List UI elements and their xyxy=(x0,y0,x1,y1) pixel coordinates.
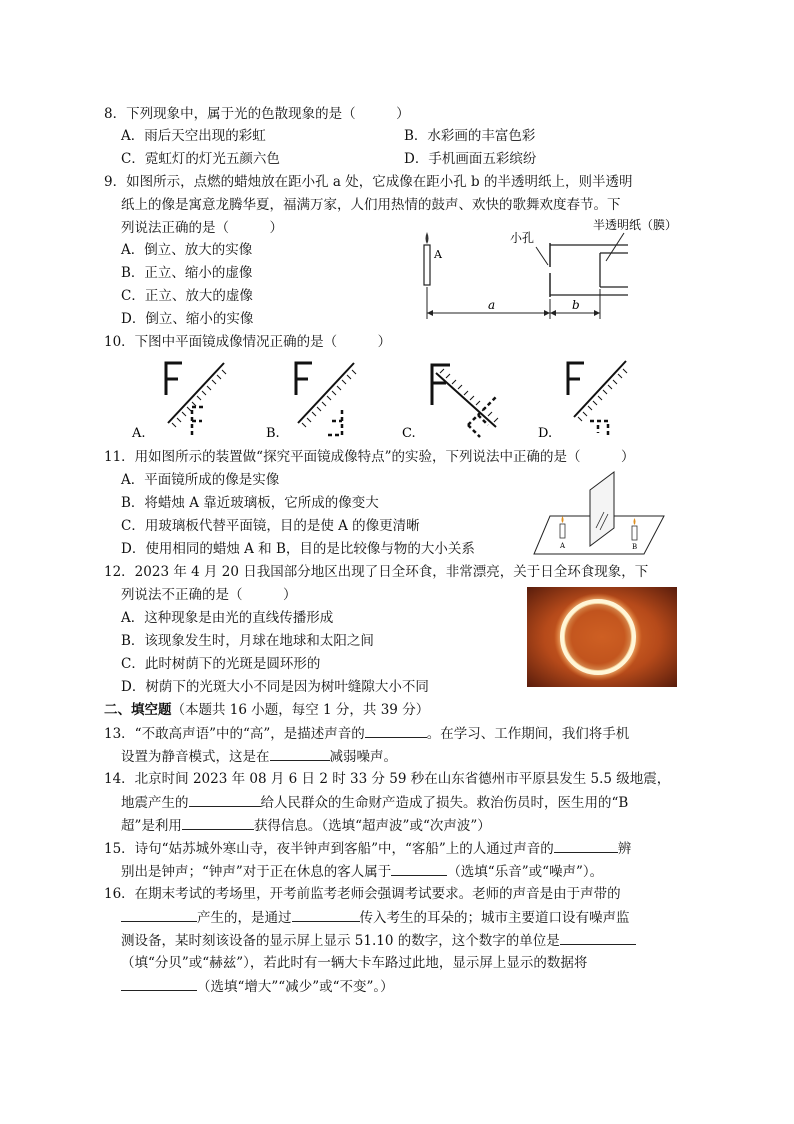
q16-line5: （选填“增大”“减少”或“不变”。） xyxy=(121,976,394,997)
q10-stem: 10．下图中平面镜成像情况正确的是（ ） xyxy=(104,334,392,350)
q16-line3: 测设备，某时刻该设备的显示屏上显示 51.10 的数字，这个数字的单位是 xyxy=(121,930,636,951)
q12-option-c: C．此时树荫下的光斑是圆环形的 xyxy=(121,656,321,672)
q11-option-a: A．平面镜所成的像是实像 xyxy=(121,472,280,488)
q16-line2: 产生的，是通过 传入考生的耳朵的；城市主要道口设有噪声监 xyxy=(121,907,630,928)
q8-option-d: D．手机画面五彩缤纷 xyxy=(404,151,537,167)
paper-label: 半透明纸（膜） xyxy=(593,218,678,232)
q14-line1: 14．北京时间 2023 年 08 月 6 日 2 时 33 分 59 秒在山东省德州市平原县发生 5.5 级地震， xyxy=(104,771,671,787)
q16-blank-3[interactable] xyxy=(560,930,636,945)
q9-stem-line1: 9．如图所示，点燃的蜡烛放在距小孔 a 处，它成像在距小孔 b 的半透明纸上，则半透明 xyxy=(104,174,633,190)
pinhole-figure xyxy=(410,215,700,327)
q16-blank-1[interactable] xyxy=(121,907,197,922)
q9-stem-line3: 列说法正确的是（ ） xyxy=(121,220,283,236)
distance-b-label: b xyxy=(572,298,580,312)
q9-option-a: A．倒立、放大的实像 xyxy=(121,242,253,258)
q8-stem: 8．下列现象中，属于光的色散现象的是（ ） xyxy=(104,106,410,122)
flame-icon xyxy=(426,232,429,244)
q11-option-d: D．使用相同的蜡烛 A 和 B，目的是比较像与物的大小关系 xyxy=(121,541,475,557)
distance-a-label: a xyxy=(488,298,496,312)
candle-b-icon xyxy=(632,526,637,540)
q9-option-d: D．倒立、缩小的实像 xyxy=(121,311,254,327)
option-d-letter: D. xyxy=(538,426,553,441)
q14-blank-1[interactable] xyxy=(189,792,261,807)
eclipse-photo xyxy=(527,587,677,687)
q12-option-d: D．树荫下的光斑大小不同是因为树叶缝隙大小不同 xyxy=(121,679,429,695)
q15-blank-2[interactable] xyxy=(391,861,447,876)
candle-label: A xyxy=(434,248,442,261)
q15-blank-1[interactable] xyxy=(554,838,618,853)
q9-stem-line2: 纸上的像是寓意龙腾华夏，福满万家，人们用热情的鼓声、欢快的歌舞欢度春节。下 xyxy=(121,197,621,213)
q16-blank-2[interactable] xyxy=(292,907,360,922)
option-b-letter: B. xyxy=(266,426,280,441)
candle-a-icon xyxy=(560,524,565,538)
q13-blank-1[interactable] xyxy=(365,723,427,738)
q9-option-b: B．正立、缩小的虚像 xyxy=(121,265,253,281)
plane-mirror-figure xyxy=(532,468,672,560)
q11-stem: 11．用如图所示的装置做“探究平面镜成像特点”的实验，下列说法中正确的是（ ） xyxy=(104,449,635,465)
q13-blank-2[interactable] xyxy=(270,746,330,761)
glass-plate xyxy=(590,472,614,546)
option-c-letter: C. xyxy=(402,426,416,441)
q11-option-b: B．将蜡烛 A 靠近玻璃板，它所成的像变大 xyxy=(121,495,379,511)
q15-line1: 15．诗句“姑苏城外寒山寺，夜半钟声到客船”中，“客船”上的人通过声音的 辨 xyxy=(104,838,631,859)
q9-option-c: C．正立、放大的虚像 xyxy=(121,288,253,304)
q13-line1: 13．“不敢高声语”中的“高”，是描述声音的 。在学习、工作期间，我们将手机 xyxy=(104,723,629,744)
q13-line2: 设置为静音模式，这是在 减弱噪声。 xyxy=(121,746,397,767)
q8-option-a: A．雨后天空出现的彩虹 xyxy=(121,128,266,144)
q12-option-b: B．该现象发生时，月球在地球和太阳之间 xyxy=(121,633,374,649)
section-2-heading xyxy=(104,700,429,720)
q14-line2: 地震产生的 给人民群众的生命财产造成了损失。救治伤员时，医生用的“B xyxy=(121,792,628,813)
q8-option-b: B．水彩画的丰富色彩 xyxy=(404,128,536,144)
candle-a-label: A xyxy=(560,542,566,550)
mirror-option-d xyxy=(538,361,627,441)
q15-line2: 别出是钟声；“钟声”对于正在休息的客人属于 （选填“乐音”或“噪声”）。 xyxy=(121,861,603,882)
q16-blank-4[interactable] xyxy=(121,976,197,991)
mirror-option-a xyxy=(131,363,226,441)
option-a-letter: A. xyxy=(132,426,146,441)
q10-mirror-options xyxy=(120,355,640,445)
q12-option-a: A．这种现象是由光的直线传播形成 xyxy=(121,610,334,626)
q14-line3: 超”是利用 获得信息。（选填“超声波”或“次声波”） xyxy=(121,815,491,836)
q8-option-c: C．霓虹灯的灯光五颜六色 xyxy=(121,151,280,167)
section-2-title: 二、填空题 xyxy=(104,702,172,718)
q14-blank-2[interactable] xyxy=(182,815,254,830)
q16-line4: （填“分贝”或“赫兹”），若此时有一辆大卡车路过此地，显示屏上显示的数据将 xyxy=(121,955,588,971)
section-2-note: （本题共 16 小题，每空 1 分，共 39 分） xyxy=(171,702,430,718)
candle-icon xyxy=(424,245,430,285)
pinhole-label: 小孔 xyxy=(510,231,535,245)
q12-stem-line2: 列说法不正确的是（ ） xyxy=(121,587,297,603)
mirror-option-b xyxy=(266,363,356,441)
q12-stem-line1: 12．2023 年 4 月 20 日我国部分地区出现了日全环食，非常漂亮，关于日全环食现象，下 xyxy=(104,564,649,580)
candle-b-label: B xyxy=(632,543,638,551)
mirror-option-c xyxy=(402,365,498,441)
q11-option-c: C．用玻璃板代替平面镜，目的是使 A 的像更清晰 xyxy=(121,518,420,534)
q16-line1: 16．在期末考试的考场里，开考前监考老师会强调考试要求。老师的声音是由于声带的 xyxy=(104,886,621,902)
